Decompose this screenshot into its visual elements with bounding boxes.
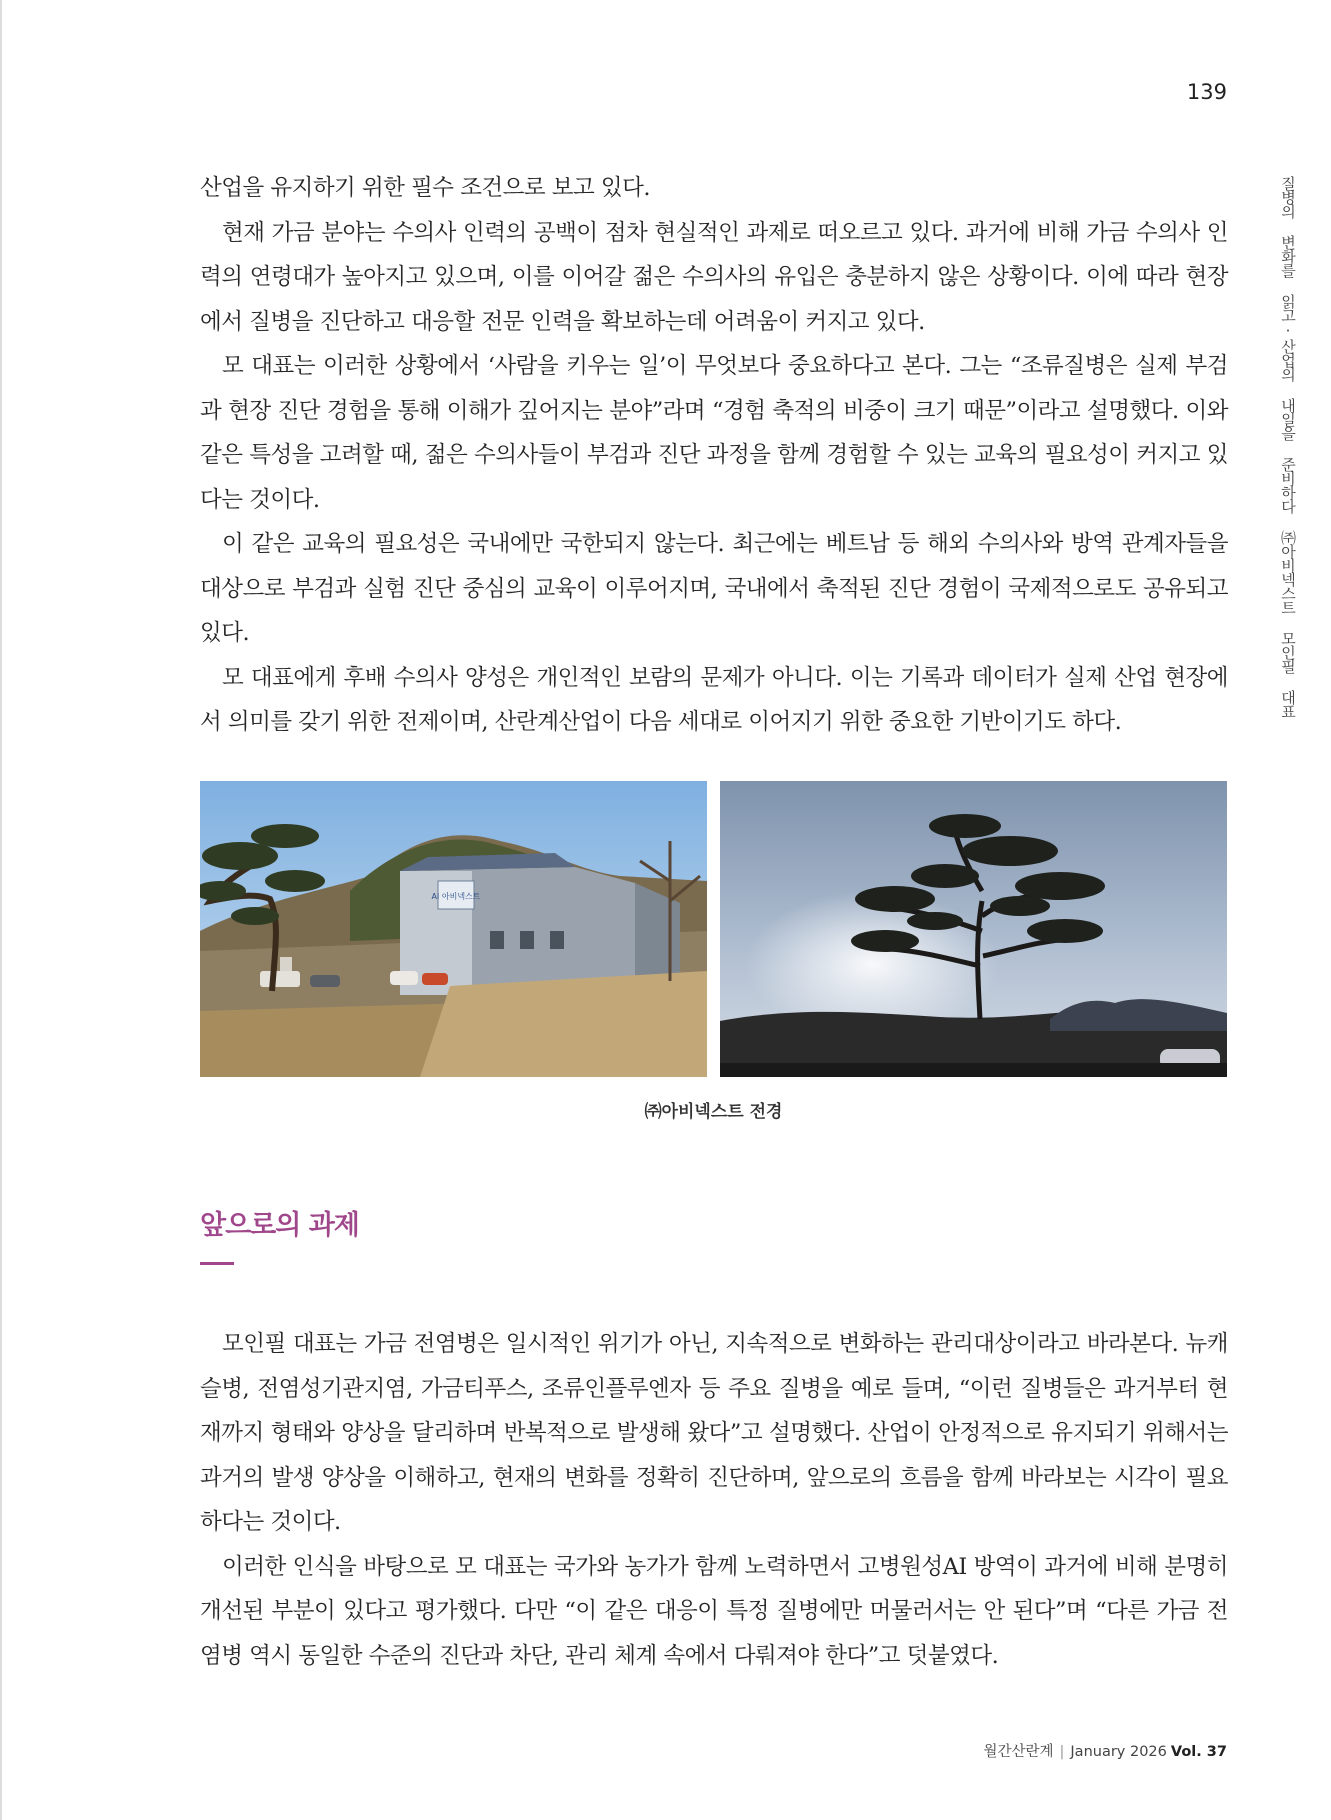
- building-sign-text: AI 아비넥스트: [431, 892, 481, 901]
- issue-date: January 2026: [1070, 1744, 1167, 1760]
- footer-separator: |: [1059, 1744, 1065, 1760]
- page-number: 139: [1186, 80, 1227, 104]
- article-body-bottom: [200, 1322, 1228, 1678]
- volume-number: Vol. 37: [1170, 1744, 1227, 1760]
- side-running-title: 질병의 변화를 읽고·산업의 내일을 준비하다 ㈜아비넥스트 모인필 대표: [1279, 176, 1297, 718]
- paragraph: 이러한 인식을 바탕으로 모 대표는 국가와 농가가 함께 노력하면서 고병원성AI 방역이 과거에 비해 분명히 개선된 부분이 있다고 평가했다. 다만 “이 같은 대응이 특정 질병에만 머물러서는 안 된다”며 “다른 가금 전염병 역시 동일한 수준의 진단과 차단, 관리 체계 속에서 다뤄져야 한다”고 덧붙였다.: [200, 1553, 1228, 1669]
- article-body-top: [200, 166, 1228, 745]
- magazine-name: 월간산란계: [983, 1744, 1054, 1760]
- paragraph: 이 같은 교육의 필요성은 국내에만 국한되지 않는다. 최근에는 베트남 등 해외 수의사와 방역 관계자들을 대상으로 부검과 실험 진단 중심의 교육이 이루어지며, 국내에서 축적된 진단 경험이 국제적으로도 공유되고 있다.: [200, 531, 1228, 646]
- page-edge-rule: [0, 0, 2, 1820]
- pine-tree-photo: [720, 781, 1227, 1077]
- photo-caption: ㈜아비넥스트 전경: [644, 1102, 783, 1122]
- paragraph: 산업을 유지하기 위한 필수 조건으로 보고 있다.: [200, 175, 651, 201]
- heading-underline: [200, 1262, 234, 1265]
- page-footer: [983, 1740, 1227, 1761]
- paragraph: 현재 가금 분야는 수의사 인력의 공백이 점차 현실적인 과제로 떠오르고 있다. 과거에 비해 가금 수의사 인력의 연령대가 높아지고 있으며, 이를 이어갈 젊은 수의사의 유입은 충분하지 않은 상황이다. 이에 따라 현장에서 질병을 진단하고 대응할 전문 인력을 확보하는데 어려움이 커지고 있다.: [200, 219, 1228, 335]
- section-heading: 앞으로의 과제: [200, 1210, 359, 1241]
- paragraph: 모인필 대표는 가금 전염병은 일시적인 위기가 아닌, 지속적으로 변화하는 관리대상이라고 바라본다. 뉴캐슬병, 전염성기관지염, 가금티푸스, 조류인플루엔자 등 주요 질병을 예로 들며, “이런 질병들은 과거부터 현재까지 형태와 양상을 달리하며 반복적으로 발생해 왔다”고 설명했다. 산업이 안정적으로 유지되기 위해서는 과거의 발생 양상을 이해하고, 현재의 변화를 정확히 진단하며, 앞으로의 흐름을 함께 바라보는 시각이 필요하다는 것이다.: [200, 1331, 1228, 1535]
- paragraph: 모 대표는 이러한 상황에서 ‘사람을 키우는 일’이 무엇보다 중요하다고 본다. 그는 “조류질병은 실제 부검과 현장 진단 경험을 통해 이해가 깊어지는 분야”라며 “경험 축적의 비중이 크기 때문”이라고 설명했다. 이와 같은 특성을 고려할 때, 젊은 수의사들이 부검과 진단 과정을 함께 경험할 수 있는 교육의 필요성이 커지고 있다는 것이다.: [200, 353, 1228, 513]
- paragraph: 모 대표에게 후배 수의사 양성은 개인적인 보람의 문제가 아니다. 이는 기록과 데이터가 실제 산업 현장에서 의미를 갖기 위한 전제이며, 산란계산업이 다음 세대로 이어지기 위한 중요한 기반이기도 하다.: [200, 664, 1228, 735]
- facility-exterior-photo: [200, 781, 707, 1077]
